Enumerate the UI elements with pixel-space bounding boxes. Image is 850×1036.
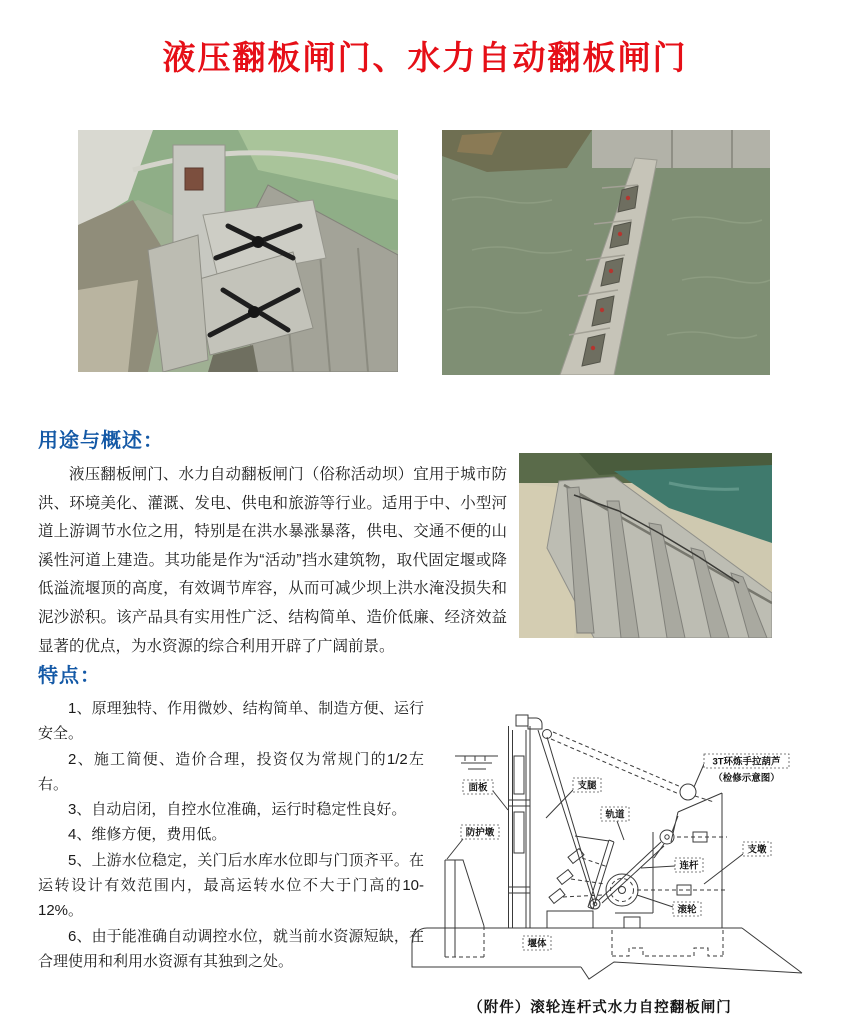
- photo-gate-mechanism: [78, 130, 398, 372]
- feature-item-3: 3、自动启闭，自控水位准确，运行时稳定性良好。: [68, 801, 407, 819]
- photo-weir-crest: [442, 130, 770, 375]
- diagram-label-track: 轨道: [605, 809, 625, 821]
- diagram-label-support-pier: 支墩: [747, 844, 767, 856]
- diagram-label-hoist: 3T环炼手拉葫芦: [712, 756, 781, 768]
- diagram-caption: （附件）滚轮连杆式水力自控翻板闸门: [468, 1000, 732, 1016]
- roller-seat: [624, 917, 640, 928]
- flap-gate-diagram-svg: [405, 690, 850, 1036]
- diagram-label-panel: 面板: [468, 782, 488, 794]
- water-level-symbol: [455, 756, 498, 769]
- gate-top-block: [516, 715, 528, 726]
- photo-gate-mechanism-art: [78, 130, 398, 372]
- protective-pier-shape: [445, 860, 484, 957]
- features-heading: 特点：: [38, 665, 101, 687]
- diagram-label-connecting-rod: 连杆: [679, 860, 699, 872]
- hoist-pulley: [680, 784, 696, 800]
- diagram-label-support-leg: 支腿: [577, 780, 597, 792]
- gate-panel-opening-1: [514, 756, 524, 794]
- diagram-label-protective-pier: 防护墩: [465, 827, 495, 839]
- gate-panel-opening-2: [514, 812, 524, 853]
- feature-item-2: 2、施工简便、造价合理，投资仅为常规门的1/2左右。: [38, 750, 424, 793]
- photo-dam-downstream-art: [519, 453, 772, 638]
- feature-item-6: 6、由于能准确自动调控水位，就当前水资源短缺，在合理使用和利用水资源有其独到之处。: [38, 927, 424, 970]
- diagram-label-roller: 滚轮: [677, 904, 697, 916]
- gate-panel-rungs: [509, 800, 531, 893]
- diagram-label-weir-body: 堰体: [527, 938, 547, 950]
- roller-inner-dashed: [611, 879, 634, 902]
- weir-step: [547, 911, 593, 928]
- diagram-label-hoist-note: （检修示意图）: [713, 773, 780, 784]
- feature-item-5: 5、上游水位稳定，关门后水库水位即与门顶齐平。在运转设计有效范围内，最高运转水位不大于门高的10-12%。: [38, 851, 424, 920]
- overview-paragraph: 液压翻板闸门、水力自动翻板闸门（俗称活动坝）宜用于城市防洪、环境美化、灌溉、发电、供电和旅游等行业。适用于中、小型河道上游调节水位之用，特别是在洪水暴涨暴落，供电、交通不便的山溪性河道上建造。其功能是作为“活动”挡水建筑物，取代固定堰或降低溢流堰顶的高度，有效调节库容，从而可减少坝上洪水淹没损失和泥沙淤积。该产品具有实用性广泛、结构简单、造价低廉、经济效益显著的优点，为水资源的综合利用开辟了广阔前景。: [38, 466, 507, 655]
- photo-dam-downstream: [519, 453, 772, 638]
- flap-gate-diagram: [405, 690, 850, 1036]
- feature-item-4: 4、维修方便，费用低。: [68, 826, 227, 844]
- feature-item-1: 1、原理独特、作用微妙、结构简单、制造方便、运行安全。: [38, 700, 424, 743]
- features-list: [38, 696, 424, 974]
- weir-outline: [412, 928, 802, 979]
- connecting-rod: [599, 842, 664, 903]
- protective-pier-foundation-dashed: [445, 926, 484, 957]
- rod-upper-pin: [665, 835, 669, 839]
- photo-weir-crest-art: [442, 130, 770, 375]
- roller-axle: [619, 887, 626, 894]
- support-leg: [538, 730, 609, 904]
- overview-heading: 用途与概述：: [38, 430, 164, 452]
- page-title: 液压翻板闸门、水力自动翻板闸门: [162, 39, 688, 76]
- pier-foundation-dashed: [612, 930, 723, 956]
- support-pier-shape: [615, 793, 722, 928]
